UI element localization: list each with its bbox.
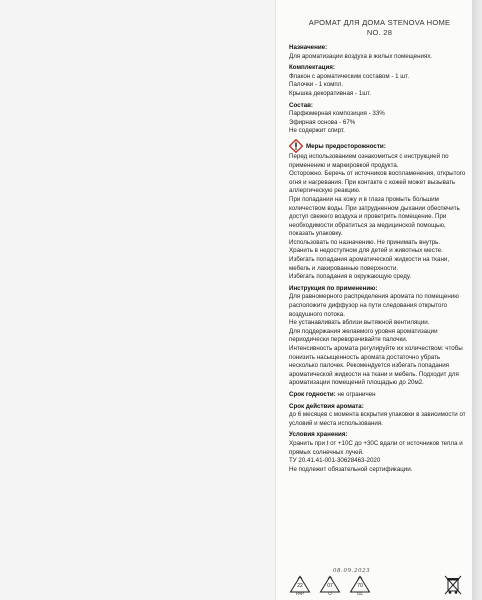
recycle-code: PAP <box>295 591 305 595</box>
crossed-wheelie-bin-icon <box>444 575 462 595</box>
warning-text: Использовать по назначению. Не принимать внутрь. <box>289 238 441 246</box>
aroma-duration-text: до 6 месяцев с момента вскрытия упаковки в зависимости от условий и места использования. <box>289 411 466 427</box>
recycle-icons-row <box>289 575 371 595</box>
recycle-triangle-icon <box>349 575 371 595</box>
title-line-1: АРОМАТ ДЛЯ ДОМА STENOVA HOME <box>308 18 451 27</box>
shelf-life-heading: Срок годности: <box>289 390 336 398</box>
tu-number: ТУ 20.41.41-001-30628463-2020 <box>289 457 381 465</box>
recycle-code: O <box>328 591 332 595</box>
warning-text: Осторожно. Беречь от источников воспламенения, открытого огня и нагревания. При контакте с кожей может вызывать аллергическую реакцию. <box>289 170 466 195</box>
warning-text: Избегать попадания в окружающую среду. <box>289 273 412 281</box>
kit-heading: Комплектация: <box>289 64 335 72</box>
instructions-heading: Инструкция по применению: <box>289 284 378 292</box>
warning-heading: Меры предосторожности: <box>306 142 386 150</box>
shelf-life-value: не ограничен <box>337 390 376 398</box>
production-date: 08.09.2023 <box>333 567 371 574</box>
warning-text: Перед использованием ознакомиться с инструкцией по применению и маркировкой продукта. <box>289 152 449 169</box>
recycle-number: 70 <box>357 583 363 590</box>
storage-heading: Условия хранения: <box>289 431 348 439</box>
warning-text: Хранить в недоступном для детей и животных месте. <box>289 247 443 255</box>
purpose-heading: Назначение: <box>289 44 328 51</box>
composition-item: Парфюмерная композиция - 33% <box>289 110 385 118</box>
product-title <box>289 18 470 38</box>
instructions-text: Интенсивность аромата регулируйте их количеством: чтобы понизить насыщенность аромата достаточно убрать несколько палочек. Рекомендуется избегать попадания ароматической жидкости на ткани и мебель. Подходит для ароматизации помещений площадью до 20м2. <box>289 345 463 387</box>
composition-item: Эфирная основа - 67% <box>289 118 356 126</box>
aroma-duration-heading: Срок действия аромата: <box>289 402 364 410</box>
package-edge <box>472 0 482 600</box>
title-line-2: NO. 28 <box>366 28 393 37</box>
warning-text: Избегать попадания ароматической жидкости на ткани, мебель и лакированные поверхности. <box>289 256 450 272</box>
composition-heading: Состав: <box>289 101 313 109</box>
composition-item: Не содержит спирт. <box>289 127 345 135</box>
instructions-text: Не устанавливать вблизи вытяжной вентиляции. <box>289 319 430 327</box>
recycle-number: 07 <box>327 583 333 590</box>
recycle-number: 22 <box>297 583 303 590</box>
shelf-life-row <box>289 391 470 400</box>
warning-heading-row <box>289 140 470 153</box>
recycle-triangle-icon <box>289 575 311 595</box>
kit-item: Флакон с ароматическим составом - 1 шт. <box>289 72 410 80</box>
exclamation-diamond-icon <box>289 139 303 153</box>
storage-text: Хранить при t от +10С до +30С вдали от источников тепла и прямых солнечных лучей. <box>289 439 463 456</box>
instructions-text: Для равномерного распределения аромата по помещению расположите диффузор на пути следования открытого воздушного потока. <box>289 293 459 318</box>
recycle-triangle-icon <box>319 575 341 595</box>
warning-text: При попадании на кожу и в глаза промыть большим количеством воды. При затрудненном дыхании обеспечить доступ свежего воздуха и проветрить помещение. При необходимости обратиться за медицинской помощью, показать упаковку. <box>289 195 460 238</box>
instructions-text: Для поддержания желаемого уровня ароматизации периодически переворачивайте палочки. <box>289 327 438 344</box>
purpose-text: Для ароматизации воздуха в жилых помещениях. <box>289 52 433 60</box>
certification-note: Не подлежит обязательной сертификации. <box>289 465 413 473</box>
kit-item: Крышка декоративная - 1шт. <box>289 89 372 97</box>
product-label <box>289 18 470 474</box>
recycle-code: GL <box>357 591 363 595</box>
kit-item: Палочки - 1 компл. <box>289 81 344 89</box>
